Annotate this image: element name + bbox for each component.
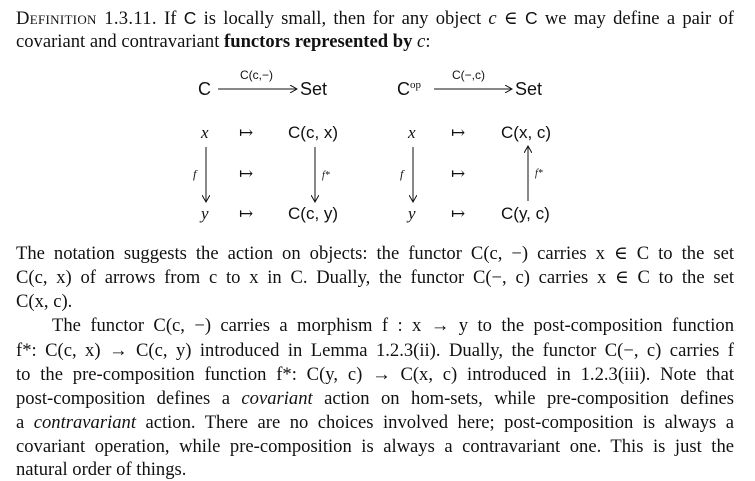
arrow-f-label: f (400, 167, 404, 181)
paragraph-2-line-1: The functor C(c, −) carries a morphism f : x → y to the post-composition function (52, 315, 734, 336)
paragraph-2-line-7: natural order of things. (16, 459, 187, 480)
target-category: Set (515, 79, 543, 99)
object-y: y (201, 204, 209, 223)
contravariant-diagram (397, 68, 551, 223)
text: If (156, 8, 184, 29)
hom-c-x: C(c, x) (288, 123, 339, 142)
category-symbol: C (183, 8, 197, 28)
text: a (16, 412, 34, 433)
paragraph-2-line-3: to the pre-composition function f*: C(y, c) → C(x, c) introduced in 1.2.3(iii). Note that (16, 364, 734, 385)
paragraph-2-line-6: covariant operation, while pre-composition is always a contravariant one. This is just the (16, 436, 734, 457)
arrow-f-label: f (193, 167, 197, 181)
object-symbol: c (488, 8, 497, 29)
text: ∈ (496, 8, 525, 29)
paragraph-2-line-5 (16, 412, 734, 434)
text: covariant and contravariant (16, 31, 225, 52)
hom-y-c: C(y, c) (501, 204, 550, 223)
category-symbol: C (524, 8, 538, 28)
text: action on hom-sets, while pre-composition defines (312, 388, 735, 409)
object-y: y (408, 204, 416, 223)
maps-to: ↦ (451, 164, 466, 183)
object-symbol: c (417, 31, 426, 52)
functor-label: C(c,−) (240, 68, 273, 82)
paragraph-1-line-3: C(x, c). (16, 291, 73, 312)
emphasis: contravariant (33, 412, 136, 433)
paragraph-1-line-2: C(c, x) of arrows from c to x in C. Dually, the functor C(−, c) carries x ∈ C to the set (16, 267, 734, 288)
definition-heading: Definition 1.3.11. (16, 8, 157, 29)
source-category: C (397, 79, 410, 99)
paragraph-2-line-4 (16, 388, 734, 410)
op-superscript: op (410, 79, 421, 91)
text: action. There are no choices involved here; post-composition is always a (136, 412, 734, 433)
source-category: C (198, 79, 211, 99)
maps-to: ↦ (239, 164, 254, 183)
covariant-diagram (193, 68, 338, 223)
text: is locally small, then for any object (196, 8, 489, 29)
text: : (425, 31, 431, 52)
arrow-pre-composition-label: f* (535, 168, 543, 179)
text: post-composition defines a (16, 388, 242, 409)
maps-to: ↦ (239, 204, 254, 223)
object-x: x (201, 123, 209, 142)
arrow-post-composition-label: f* (322, 170, 330, 181)
object-x: x (408, 123, 416, 142)
maps-to: ↦ (451, 204, 466, 223)
hom-x-c: C(x, c) (501, 123, 552, 142)
emphasis: covariant (241, 388, 313, 409)
text: we may define a pair of (537, 8, 734, 29)
functor-label: C(−,c) (452, 68, 485, 82)
paragraph-2-line-2: f*: C(c, x) → C(c, y) introduced in Lemma 1.2.3(ii). Dually, the functor C(−, c) carries f (16, 340, 734, 361)
maps-to: ↦ (239, 123, 254, 142)
hom-c-y: C(c, y) (288, 204, 339, 223)
paragraph-1-line-1: The notation suggests the action on objects: the functor C(c, −) carries x ∈ C to the set (16, 243, 734, 264)
defined-term: functors represented by (224, 31, 413, 52)
target-category: Set (300, 79, 328, 99)
maps-to: ↦ (451, 123, 466, 142)
